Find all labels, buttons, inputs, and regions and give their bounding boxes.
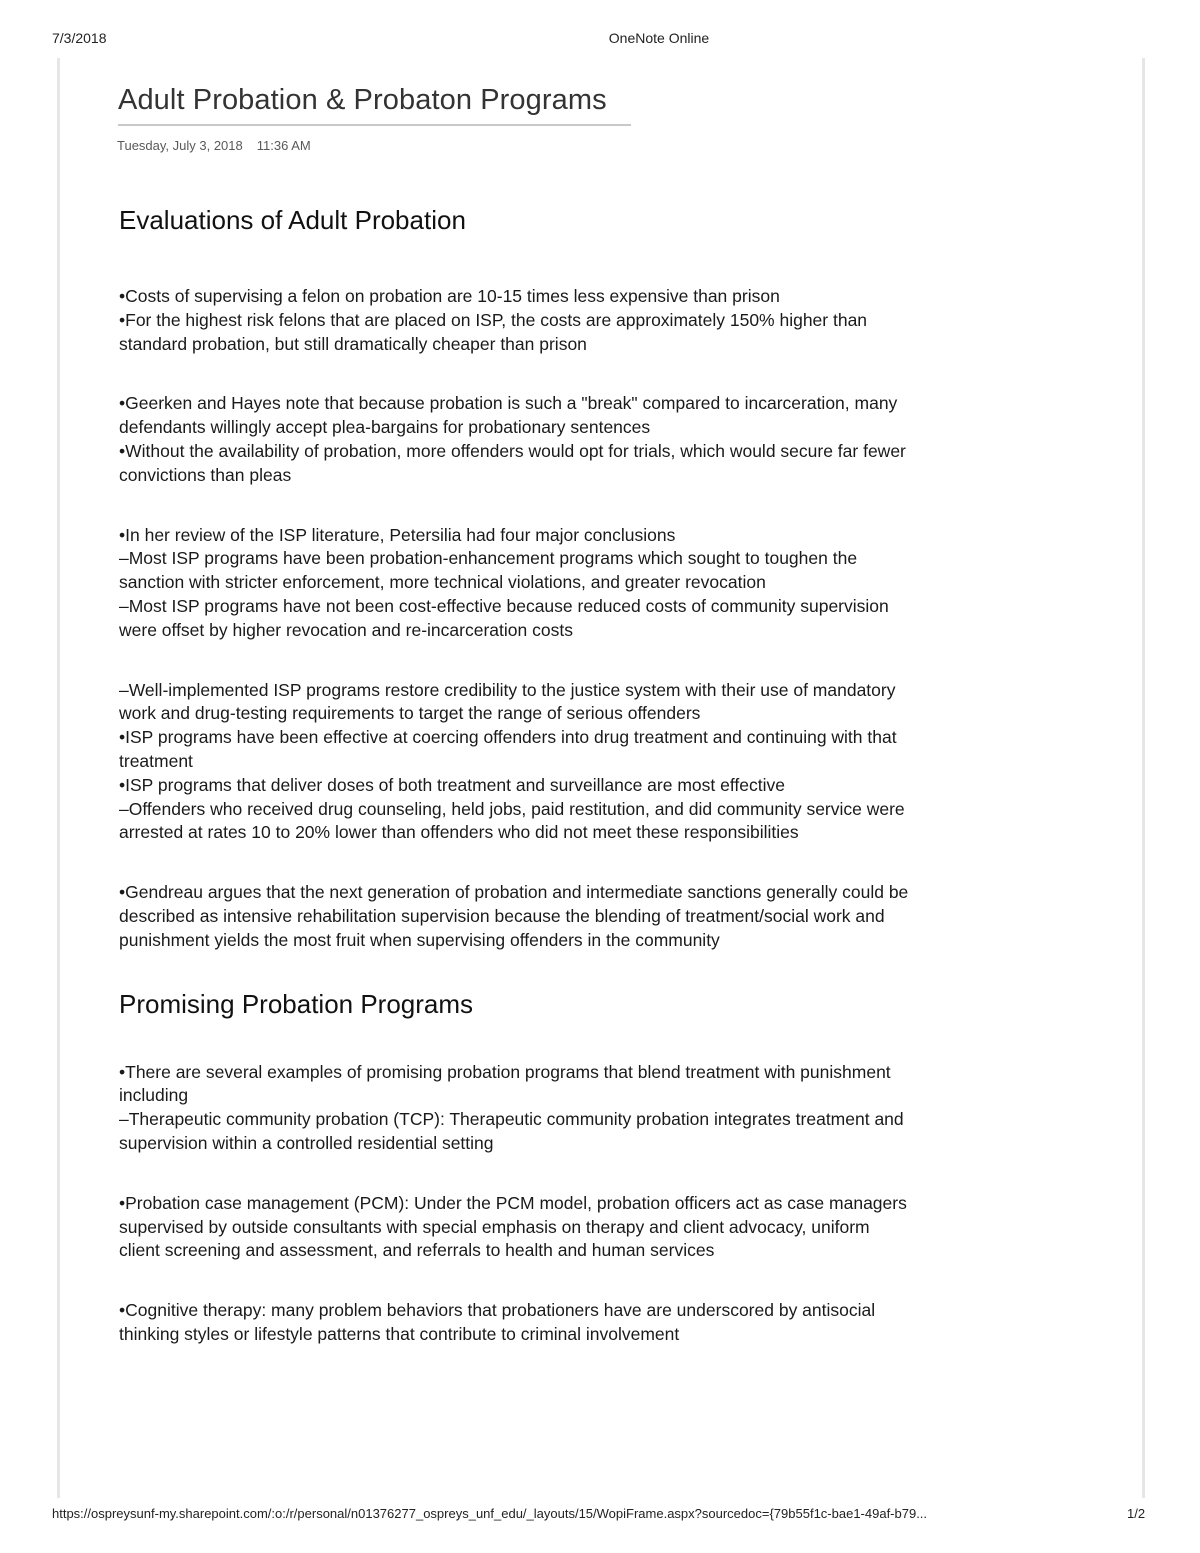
paragraph: –Well-implemented ISP programs restore credibility to the justice system with their use of mandatory work and drug-testing requirements to target the range of serious offenders	[119, 679, 896, 724]
paragraph: •Probation case management (PCM): Under the PCM model, probation officers act as case managers supervised by outside consultants with special emphasis on therapy and client advocacy, uniform client screening and assessment, and referrals to health and human services	[119, 1192, 907, 1261]
page-frame-right-border	[1142, 58, 1145, 1498]
note-block	[119, 524, 909, 643]
print-page-number: 1/2	[1127, 1506, 1146, 1521]
print-url: https://ospreysunf-my.sharepoint.com/:o:/r/personal/n01376277_ospreys_unf_edu/_layouts/15/WopiFrame.aspx?sourcedoc={79b55f1c-bae1-49af-b79...	[52, 1506, 928, 1521]
paragraph: –Therapeutic community probation (TCP): Therapeutic community probation integrates treatment and supervision within a controlled residential setting	[119, 1109, 904, 1153]
note-block	[119, 392, 909, 487]
paragraph: –Most ISP programs have not been cost-effective because reduced costs of community supervision were offset by higher revocation and re-incarceration costs	[119, 595, 889, 640]
paragraph: •For the highest risk felons that are placed on ISP, the costs are approximately 150% higher than standard probation, but still dramatically cheaper than prison	[119, 309, 868, 354]
print-app-title: OneNote Online	[608, 30, 710, 46]
paragraph: •Gendreau argues that the next generation of probation and intermediate sanctions generally could be described as intensive rehabilitation supervision because the blending of treatment/social work and punishment yields the most fruit when supervising offenders in the community	[119, 882, 909, 950]
paragraph: –Most ISP programs have been probation-enhancement programs which sought to toughen the sanction with stricter enforcement, more technical violations, and greater revocation	[119, 548, 858, 593]
paragraph: •ISP programs have been effective at coercing offenders into drug treatment and continuing with that treatment	[119, 727, 897, 771]
paragraph: •ISP programs that deliver doses of both treatment and surveillance are most effective	[119, 774, 785, 795]
page-title[interactable]: Adult Probation & Probaton Programs	[118, 84, 607, 116]
note-block	[119, 881, 909, 952]
page-time: 11:36 AM	[256, 138, 311, 153]
note-block	[119, 1299, 909, 1347]
paragraph: •In her review of the ISP literature, Petersilia had four major conclusions	[119, 524, 676, 545]
note-block	[119, 1061, 909, 1156]
page-date: Tuesday, July 3, 2018	[117, 138, 243, 153]
paragraph: •Without the availability of probation, more offenders would opt for trials, which would secure far fewer convictions than pleas	[119, 440, 906, 485]
note-content	[119, 203, 909, 1347]
print-header	[0, 30, 1200, 48]
page-frame-left-border	[57, 58, 60, 1498]
section-heading: Promising Probation Programs	[119, 988, 474, 1019]
paragraph: •Geerken and Hayes note that because probation is such a "break" compared to incarceration, many defendants willingly accept plea-bargains for probationary sentences	[119, 393, 898, 438]
paragraph: •Cognitive therapy: many problem behaviors that probationers have are underscored by antisocial thinking styles or lifestyle patterns that contribute to criminal involvement	[119, 1300, 876, 1344]
note-block	[119, 1192, 909, 1263]
print-date: 7/3/2018	[52, 30, 107, 46]
paragraph: •There are several examples of promising probation programs that blend treatment with punishment including	[119, 1061, 891, 1106]
page-datetime	[117, 138, 311, 153]
note-block	[119, 285, 909, 356]
section-heading: Evaluations of Adult Probation	[119, 205, 466, 235]
note-block	[119, 679, 909, 846]
title-underline	[118, 124, 631, 126]
paragraph: •Costs of supervising a felon on probation are 10-15 times less expensive than prison	[119, 286, 780, 306]
paragraph: –Offenders who received drug counseling, held jobs, paid restitution, and did community service were arrested at rates 10 to 20% lower than offenders who did not meet these responsibilities	[119, 798, 905, 843]
